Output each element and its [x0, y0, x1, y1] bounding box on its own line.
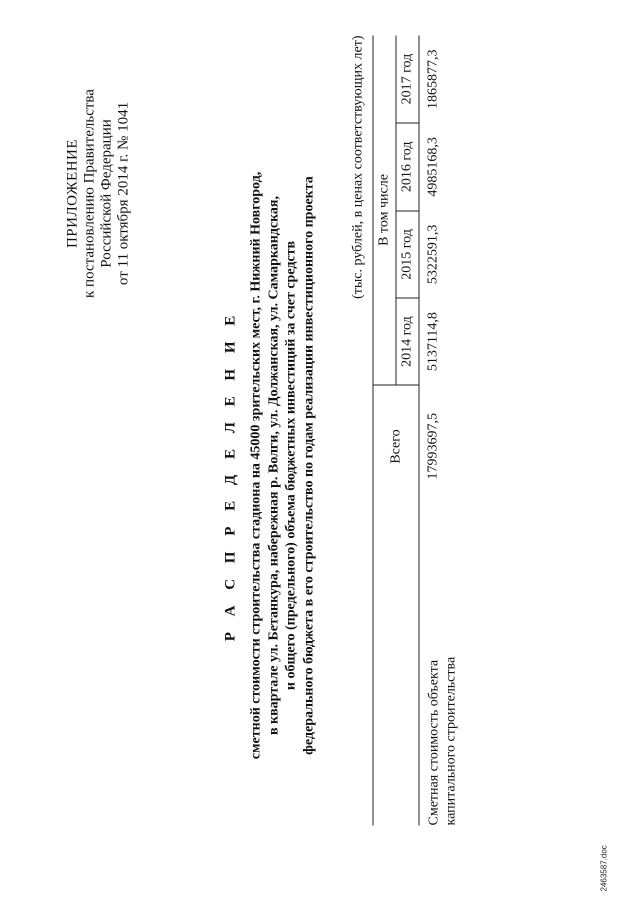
row-label	[419, 507, 460, 825]
subtitle-line-4: федерального бюджета в его строительство по годам реализации инвестиционного проекта	[300, 175, 316, 755]
appendix-line-2: Российской Федерации	[98, 118, 114, 268]
table-header-row-1	[373, 35, 396, 825]
cell-2016: 4985168,3	[419, 123, 460, 211]
cell-2014: 5137114,8	[419, 298, 460, 385]
header-including: В том числе	[373, 35, 396, 385]
document-title: Р А С П Р Е Д Е Л Е Н И Е	[222, 309, 238, 641]
cell-total: 17993697,5	[419, 385, 460, 508]
cell-2017: 1865877,3	[419, 35, 460, 123]
appendix-line-1: к постановлению Правительства	[81, 88, 97, 298]
cell-2015: 5322591,3	[419, 210, 460, 298]
header-year-2015: 2015 год	[396, 210, 419, 298]
appendix-title: ПРИЛОЖЕНИЕ	[64, 138, 80, 248]
subtitle-line-1: сметной стоимости строительства стадиона на 45000 зрительских мест, г. Нижний Новгород,	[248, 171, 263, 759]
appendix-block	[64, 43, 132, 343]
header-year-2016: 2016 год	[396, 123, 419, 211]
header-total: Всего	[373, 385, 419, 508]
subtitle-line-3: и общего (предельного) объема бюджетных инвестиций за счет средств	[283, 240, 298, 690]
table-row	[419, 35, 460, 825]
doc-file-id: 2463587.doc	[599, 844, 608, 891]
document-subtitle	[247, 145, 317, 785]
header-empty-cell	[373, 507, 419, 825]
subtitle-line-2: в квартале ул. Бетанкура, набережная р. Волги, ул. Должанская, ул. Самаркандская,	[265, 195, 281, 735]
distribution-table	[372, 35, 459, 825]
row-label-line-1: Сметная стоимость объекта	[426, 659, 441, 825]
header-year-2017: 2017 год	[396, 35, 419, 123]
row-label-line-2: капитального строительства	[443, 656, 458, 825]
units-note: (тыс. рублей, в ценах соответствующих лет)	[350, 35, 365, 299]
appendix-line-3: от 11 октября 2014 г. № 1041	[115, 101, 131, 285]
header-year-2014: 2014 год	[396, 298, 419, 385]
